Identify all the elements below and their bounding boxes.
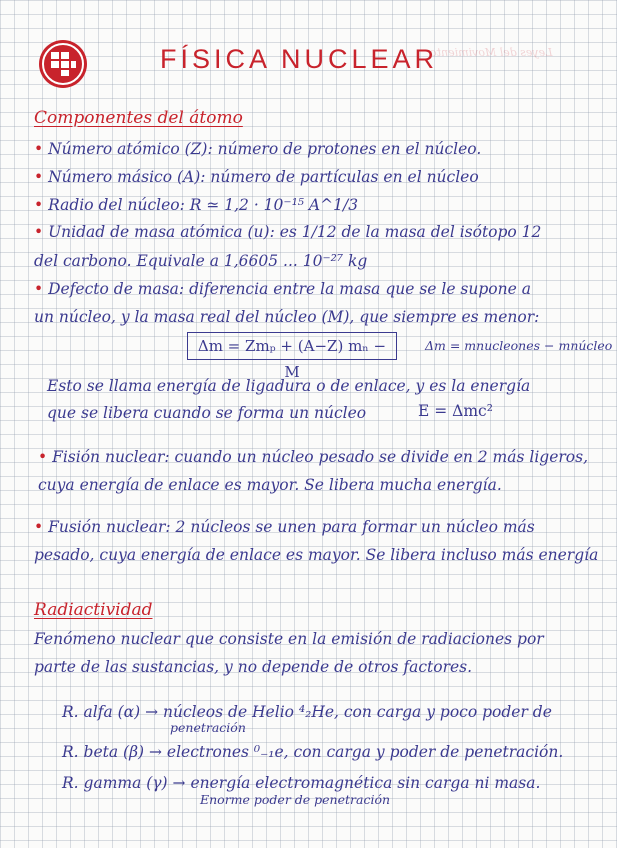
mass-defect-formula: Δm = Zmₚ + (A−Z) mₙ − M <box>187 332 397 360</box>
alpha-line: R. alfa (α) → núcleos de Helio ⁴₂He, con carga y poco poder de <box>62 703 552 721</box>
fusion-line: • Fusión nuclear: 2 núcleos se unen para formar un núcleo más <box>34 518 535 536</box>
fusion-line: pesado, cuya energía de enlace es mayor. Se libera incluso más energía <box>34 546 599 564</box>
ghost-text: Leyes del Movimiento <box>430 46 553 59</box>
list-item: • Defecto de masa: diferencia entre la masa que se le supone a <box>34 280 531 298</box>
page-title: FÍSICA NUCLEAR <box>160 44 439 74</box>
list-item: • Unidad de masa atómica (u): es 1/12 de la masa del isótopo 12 <box>34 223 542 241</box>
list-item-continuation: del carbono. Equivale a 1,6605 ... 10⁻²⁷ kg <box>34 252 368 270</box>
gamma-line-continuation: Enorme poder de penetración <box>200 792 391 807</box>
energy-line: Esto se llama energía de ligadura o de enlace, y es la energía <box>47 377 531 395</box>
section-heading-radioactivity: Radiactividad <box>34 600 153 620</box>
section-heading-components: Componentes del átomo <box>34 108 243 128</box>
list-item: • Número atómico (Z): número de protones en el núcleo. <box>34 140 482 158</box>
energy-formula: E = Δmc² <box>418 402 493 420</box>
alpha-line-continuation: penetración <box>170 720 246 735</box>
list-item: • Número másico (A): número de partículas en el núcleo <box>34 168 479 186</box>
logo-icon <box>39 40 87 88</box>
gamma-line: R. gamma (γ) → energía electromagnética sin carga ni masa. <box>62 774 541 792</box>
fission-line: cuya energía de enlace es mayor. Se libera mucha energía. <box>38 476 502 494</box>
beta-line: R. beta (β) → electrones ⁰₋₁e, con carga y poder de penetración. <box>62 743 564 761</box>
energy-line: que se libera cuando se forma un núcleo <box>47 404 367 422</box>
list-item: • Radio del núcleo: R ≃ 1,2 · 10⁻¹⁵ A^1/3 <box>34 196 359 214</box>
list-item-continuation: un núcleo, y la masa real del núcleo (M), que siempre es menor: <box>34 308 540 326</box>
intro-line: parte de las sustancias, y no depende de otros factores. <box>34 658 473 676</box>
intro-line: Fenómeno nuclear que consiste en la emisión de radiaciones por <box>34 630 544 648</box>
fission-line: • Fisión nuclear: cuando un núcleo pesado se divide en 2 más ligeros, <box>38 448 588 466</box>
formula-note: Δm = mnucleones − mnúcleo <box>425 338 613 353</box>
